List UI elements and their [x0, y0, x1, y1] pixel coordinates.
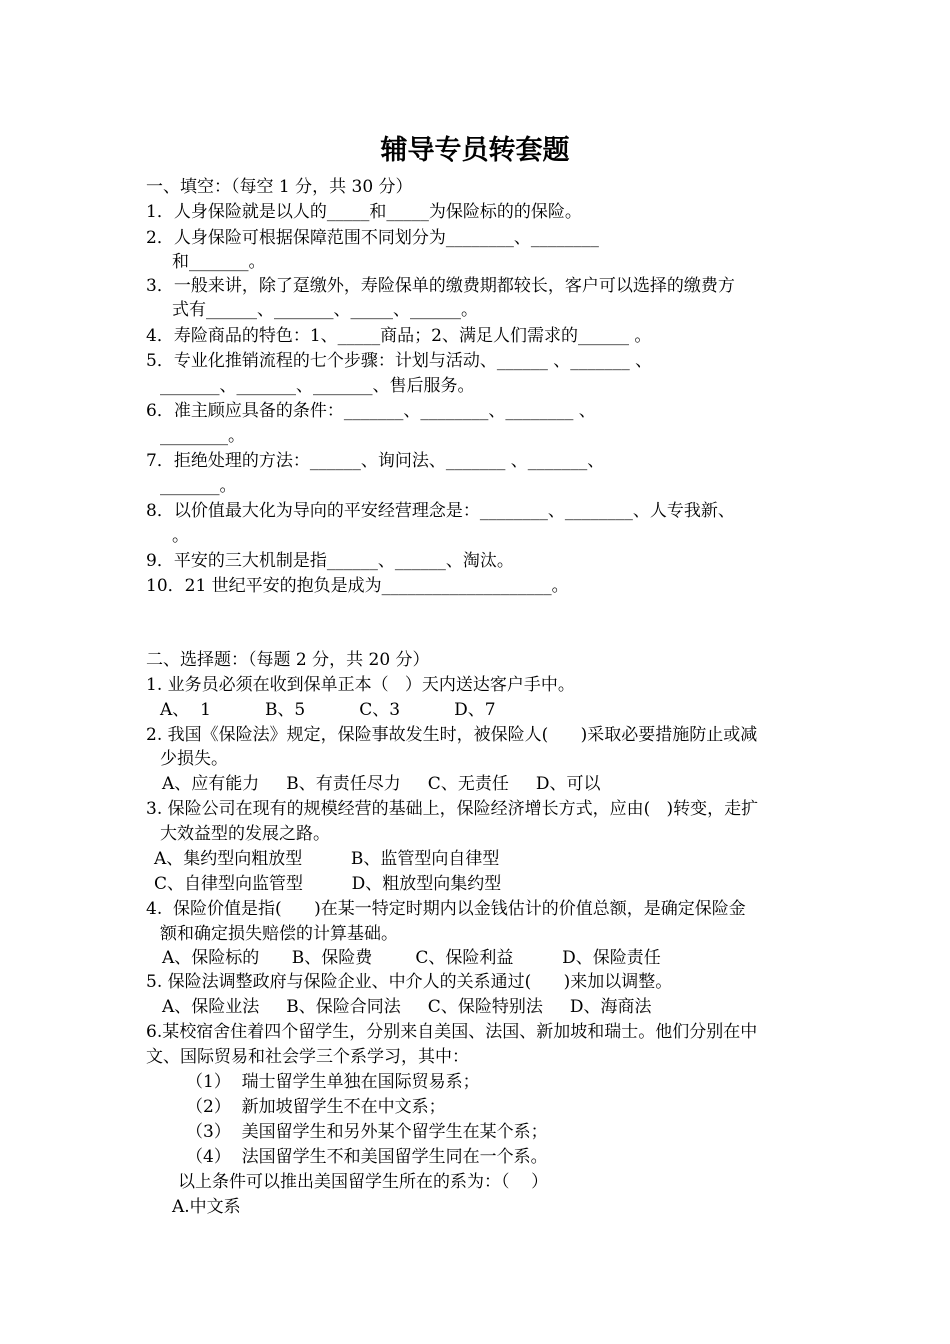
- choice-q3-options-ab: A、集约型向粗放型 B、监管型向自律型: [154, 849, 500, 869]
- fill-q4: 4．寿险商品的特色：1、_____商品；2、满足人们需求的______ 。: [146, 326, 652, 346]
- choice-q6-condition-4: （4） 法国留学生不和美国留学生同在一个系。: [186, 1147, 548, 1167]
- fill-q8: 8．以价值最大化为导向的平安经营理念是：________、________、人专我新、: [146, 501, 735, 521]
- choice-q4-cont: 额和确定损失赔偿的计算基础。: [160, 924, 398, 944]
- choice-q5: 5. 保险法调整政府与保险企业、中介人的关系通过( )来加以调整。: [146, 972, 673, 992]
- section2-heading: 二、选择题：（每题 2 分，共 20 分）: [146, 650, 430, 670]
- choice-q5-options: A、保险业法 B、保险合同法 C、保险特别法 D、海商法: [162, 997, 652, 1017]
- choice-q4-options: A、保险标的 B、保险费 C、保险利益 D、保险责任: [162, 948, 661, 968]
- fill-q8-cont: 。: [172, 526, 189, 546]
- choice-q2-options: A、应有能力 B、有责任尽力 C、无责任 D、可以: [162, 774, 601, 794]
- section1-heading: 一、填空：（每空 1 分，共 30 分）: [146, 177, 413, 197]
- choice-q6: 6.某校宿舍住着四个留学生，分别来自美国、法国、新加坡和瑞士。他们分别在中: [146, 1022, 758, 1042]
- fill-q7-cont: _______。: [160, 476, 237, 496]
- choice-q1-options: A、 1 B、5 C、3 D、7: [160, 700, 496, 720]
- choice-q6-cont: 文、国际贸易和社会学三个系学习，其中：: [146, 1047, 469, 1067]
- choice-q6-condition-2: （2） 新加坡留学生不在中文系；: [186, 1097, 446, 1117]
- fill-q2: 2．人身保险可根据保障范围不同划分为________、________: [146, 228, 599, 248]
- fill-q3: 3．一般来讲，除了趸缴外，寿险保单的缴费期都较长，客户可以选择的缴费方: [146, 276, 735, 296]
- choice-q2: 2. 我国《保险法》规定，保险事故发生时，被保险人( )采取必要措施防止或减: [146, 725, 758, 745]
- fill-q5-cont: _______、_______、_______、售后服务。: [160, 376, 475, 396]
- choice-q2-cont: 少损失。: [160, 749, 228, 769]
- choice-q4: 4. 保险价值是指( )在某一特定时期内以金钱估计的价值总额，是确定保险金: [146, 899, 746, 919]
- choice-q6-condition-1: （1） 瑞士留学生单独在国际贸易系；: [186, 1072, 480, 1092]
- choice-q1: 1. 业务员必须在收到保单正本（ ）天内送达客户手中。: [146, 675, 575, 695]
- choice-q6-option-a: A.中文系: [172, 1197, 241, 1217]
- fill-q2-cont: 和_______。: [172, 252, 266, 272]
- fill-q1: 1．人身保险就是以人的_____和_____为保险标的的保险。: [146, 202, 582, 222]
- choice-q3-cont: 大效益型的发展之路。: [160, 824, 330, 844]
- fill-q6-cont: ________。: [160, 426, 245, 446]
- choice-q3: 3. 保险公司在现有的规模经营的基础上，保险经济增长方式，应由( )转变，走扩: [146, 799, 759, 819]
- fill-q7: 7．拒绝处理的方法：______、询问法、_______ 、_______、: [146, 451, 605, 471]
- fill-q10: 10．21 世纪平安的抱负是成为____________________。: [146, 576, 569, 596]
- choice-q6-condition-3: （3） 美国留学生和另外某个留学生在某个系；: [186, 1122, 548, 1142]
- document-title: 辅导专员转套题: [380, 135, 570, 166]
- fill-q9: 9．平安的三大机制是指______、______、淘汰。: [146, 551, 514, 571]
- choice-q3-options-cd: C、自律型向监管型 D、粗放型向集约型: [154, 874, 502, 894]
- fill-q3-cont: 式有______、_______、_____、______。: [172, 300, 478, 320]
- fill-q6: 6．准主顾应具备的条件：_______、________、________ 、: [146, 401, 596, 421]
- fill-q5: 5．专业化推销流程的七个步骤：计划与活动、______ 、_______ 、: [146, 351, 653, 371]
- choice-q6-prompt: 以上条件可以推出美国留学生所在的系为：（ ）: [178, 1172, 549, 1192]
